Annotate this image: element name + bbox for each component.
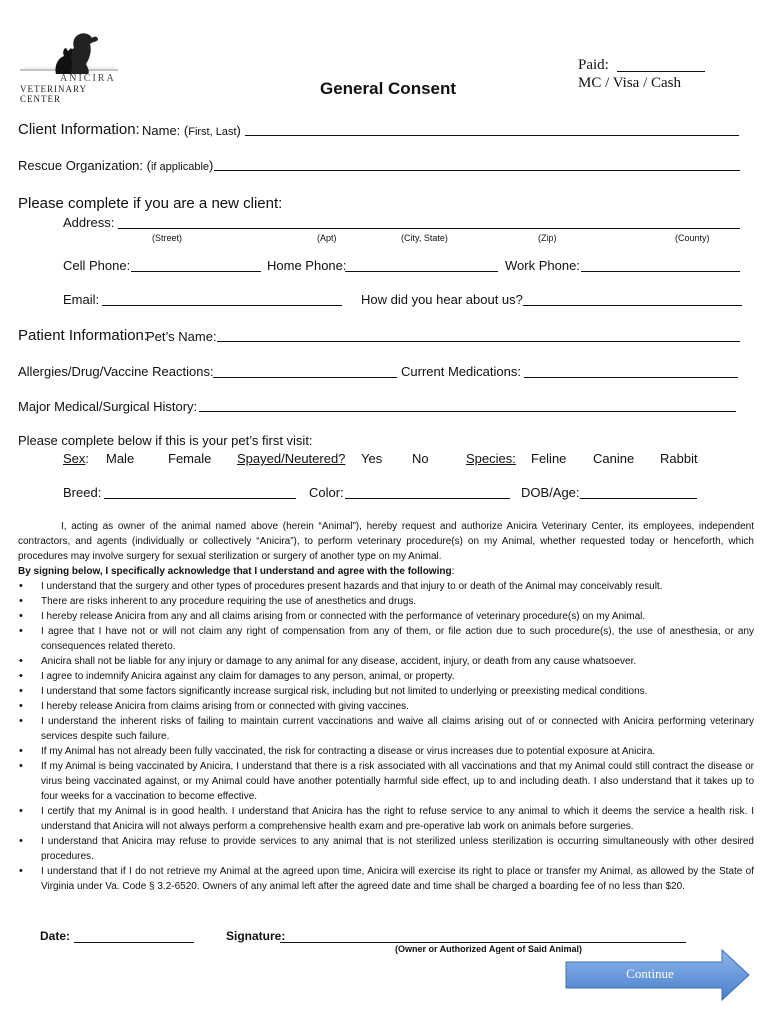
rescue-org-field[interactable] [214, 170, 740, 171]
sex-option-male[interactable]: Male [106, 451, 135, 466]
client-info-heading: Client Information: [18, 121, 140, 138]
color-label: Color: [309, 485, 344, 500]
consent-bullet: • I understand that some factors significantly increase surgical risk, including but not limited to underlying or preexisting medical conditions. [19, 685, 648, 697]
species-option-feline[interactable]: Feline [531, 451, 567, 466]
consent-bullet: • If my Animal has not already been fully vaccinated, the risk for contracting a disease or virus increases due to potential exposure at Anicira. [19, 745, 656, 757]
consent-bullet: • I understand the inherent risks of failing to maintain current vaccinations and waive all claims arising out of or connected with Anicira performing veterinary services despite such failure. [19, 715, 754, 742]
home-phone-label: Home Phone: [267, 258, 347, 273]
species-option-rabbit[interactable]: Rabbit [660, 451, 698, 466]
consent-bullet: • I hereby release Anicira from any and all claims arising from or connected with the performance of veterinary procedure(s) on my Animal. [19, 610, 646, 622]
signature-label: Signature: [226, 929, 286, 943]
medications-label: Current Medications: [401, 364, 521, 379]
email-label: Email: [63, 292, 100, 307]
logo-subtitle: VETERINARY CENTER [20, 84, 87, 104]
referral-field[interactable] [523, 305, 742, 306]
work-phone-field[interactable] [581, 271, 740, 272]
consent-bullet: • I agree to indemnify Anicira against any claim for damages to any person, animal, or property. [19, 670, 455, 682]
color-field[interactable] [345, 498, 510, 499]
dob-age-field[interactable] [580, 498, 697, 499]
continue-button-label: Continue [626, 966, 674, 981]
breed-label: Breed: [63, 485, 102, 500]
spayed-neutered-label: Spayed/Neutered? [237, 451, 346, 466]
consent-bullet: • I understand that Anicira may refuse to provide services to any animal that is not sterilized unless sterilization is occurring simultaneously with other desired procedures. [19, 835, 754, 862]
payment-methods: MC / Visa / Cash [578, 75, 682, 91]
new-client-heading: Please complete if you are a new client: [18, 195, 283, 212]
consent-intro: I, acting as owner of the animal named above (herein “Animal”), hereby request and authorize Anicira Veterinary Center, its employees, independent contractors, and agents (individually or collectively “Anicira”), to perform veterinary procedure(s) on my Animal, whether requested today or henceforth, which procedures may involve surgery for sexual sterilization or surgery of another type on my Animal. [18, 521, 754, 562]
consent-bullet: • I hereby release Anicira from claims arising from or connected with giving vaccines. [19, 700, 409, 712]
address-label: Address: [63, 215, 115, 230]
species-label: Species: [466, 451, 516, 466]
client-name-field[interactable] [245, 135, 739, 136]
spayed-option-yes[interactable]: Yes [361, 451, 383, 466]
clinic-logo [14, 28, 124, 104]
date-field[interactable] [74, 942, 194, 943]
cell-phone-label: Cell Phone: [63, 258, 131, 273]
pet-name-label: Pet’s Name: [146, 329, 217, 344]
paid-field[interactable] [617, 71, 705, 72]
signature-note: (Owner or Authorized Agent of Said Animal) [395, 944, 583, 954]
address-field[interactable] [118, 228, 740, 229]
dog-cat-silhouette-icon [14, 28, 124, 78]
consent-bullet: • I understand that the surgery and other types of procedures present hazards and that injury to or death of the Animal may conceivably result. [19, 580, 663, 592]
allergies-label: Allergies/Drug/Vaccine Reactions: [18, 364, 214, 379]
rescue-org-label: Rescue Organization: (if applicable) [18, 158, 214, 173]
patient-info-heading: Patient Information: [18, 327, 149, 344]
spayed-option-no[interactable]: No [412, 451, 429, 466]
address-hint-apt: (Apt) [317, 233, 337, 243]
consent-bullet: • If my Animal is being vaccinated by Anicira, I understand that there is a risk associated with all vaccinations and that my Animal could still contract the disease or virus being vaccinated against, or my Animal could have another potentially harmful side effect, up to and including death. I also understand that it takes up to four weeks for a vaccination to become effective. [19, 760, 754, 802]
dob-age-label: DOB/Age: [521, 485, 580, 500]
address-hint-street: (Street) [152, 233, 183, 243]
cell-phone-field[interactable] [131, 271, 261, 272]
page-title: General Consent [320, 79, 457, 98]
consent-bullet: • I certify that my Animal is in good health. I understand that Anicira has the right to refuse service to any animal to which it deems the service a health risk. I understand that Anicira will not always perform a comprehensive health exam and pre-operative lab work on animals before surgeries. [19, 805, 754, 832]
first-visit-heading: Please complete below if this is your pet’s first visit: [18, 433, 313, 448]
work-phone-label: Work Phone: [505, 258, 580, 273]
home-phone-field[interactable] [345, 271, 498, 272]
address-hint-county: (County) [675, 233, 710, 243]
consent-bullet: • Anicira shall not be liable for any injury or damage to any animal for any disease, accident, injury, or death from any cause whatsoever. [19, 655, 637, 667]
pet-name-field[interactable] [217, 341, 740, 342]
medical-history-field[interactable] [199, 411, 736, 412]
consent-acknowledgement: By signing below, I specifically acknowledge that I understand and agree with the following: [18, 566, 455, 577]
referral-label: How did you hear about us? [361, 292, 523, 307]
paid-label: Paid: [578, 57, 609, 73]
address-hint-zip: (Zip) [538, 233, 557, 243]
medical-history-label: Major Medical/Surgical History: [18, 399, 198, 414]
address-hint-city-state: (City, State) [401, 233, 448, 243]
continue-button[interactable] [565, 949, 750, 1001]
signature-field[interactable] [280, 942, 686, 943]
consent-bullet: • There are risks inherent to any procedure requiring the use of anesthetics and drugs. [19, 595, 417, 607]
logo-name: ANICIRA [60, 73, 116, 84]
client-name-label: Name: (First, Last) [142, 123, 241, 138]
medications-field[interactable] [524, 377, 738, 378]
sex-option-female[interactable]: Female [168, 451, 212, 466]
consent-text [18, 519, 754, 894]
sex-label: Sex: [63, 451, 90, 466]
breed-field[interactable] [104, 498, 296, 499]
consent-bullet: • I understand that if I do not retrieve my Animal at the agreed upon time, Anicira will exercise its right to place or transfer my Animal, as allowed by the State of Virginia under Va. Code § 3.2-6520. Owners of any animal left after the agreed date and time shall be charged a boarding fee of no less than $20. [19, 865, 754, 892]
date-label: Date: [40, 929, 71, 943]
email-field[interactable] [102, 305, 342, 306]
consent-bullet: • I agree that I have not or will not claim any right of compensation from any of them, or file action due to such procedure(s), the use of anesthesia, or any consequences related thereto. [19, 625, 754, 652]
allergies-field[interactable] [213, 377, 397, 378]
species-option-canine[interactable]: Canine [593, 451, 635, 466]
